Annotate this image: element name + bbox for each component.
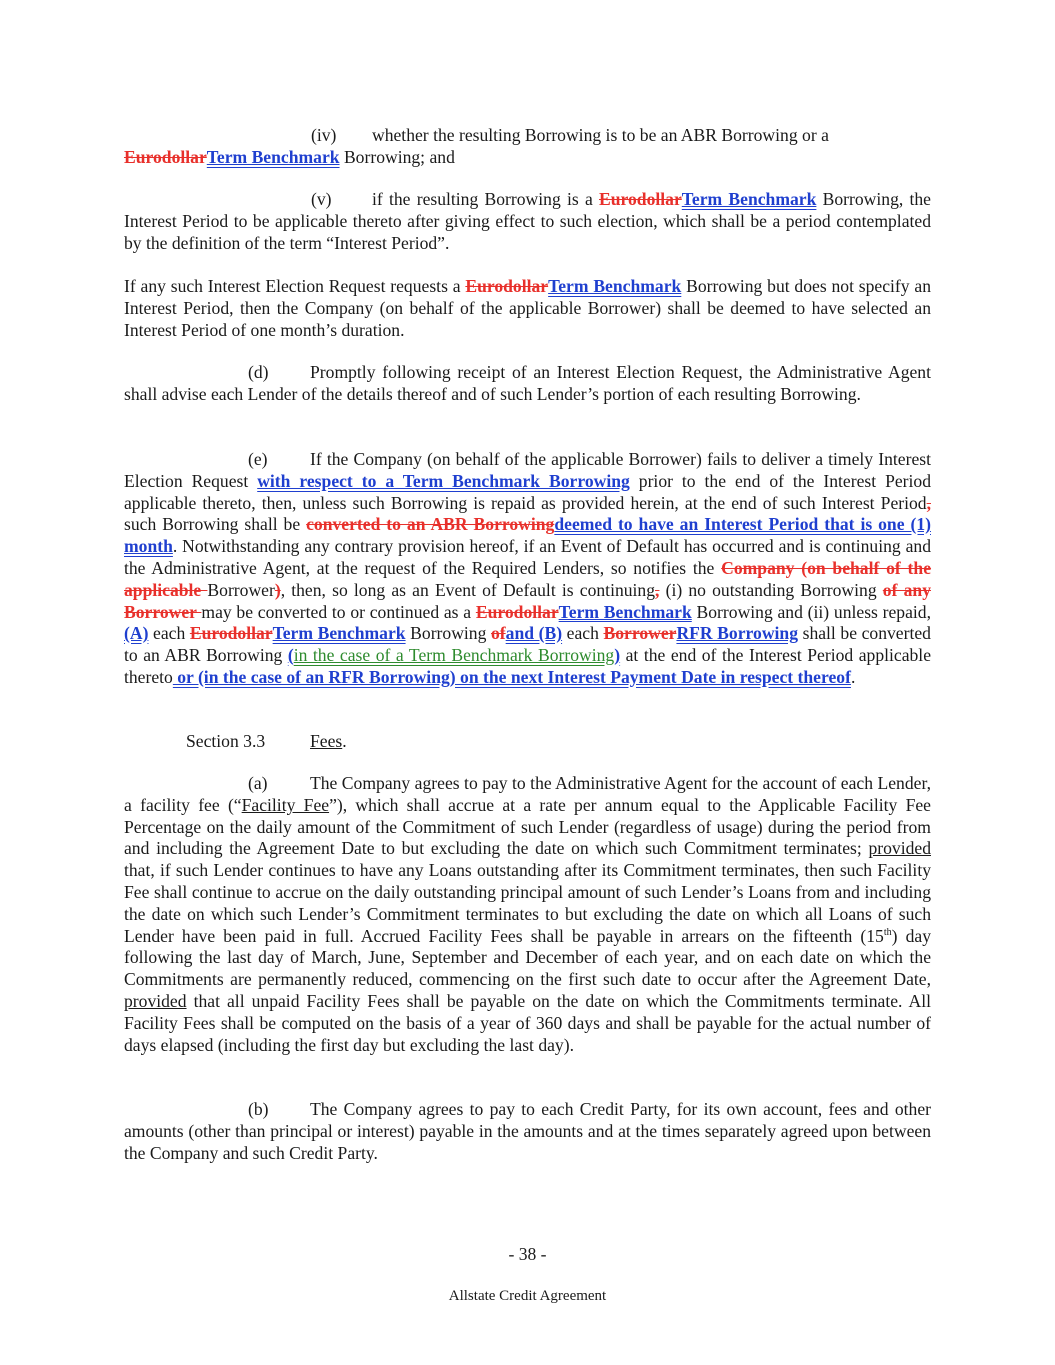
deleted-text: Eurodollar — [465, 276, 549, 296]
deleted-text: Eurodollar — [599, 189, 682, 209]
clause-a-number: (a) — [248, 773, 268, 793]
inserted-text: or (in the case of an RFR Borrowing) on the next Interest Payment Date in respect thereof — [172, 666, 851, 687]
deleted-text: Company (on behalf of the applicable — [124, 557, 932, 600]
inserted-text: Term Benchmark — [272, 623, 406, 644]
inserted-text: Term Benchmark — [681, 189, 817, 209]
ordinal-suffix: th — [883, 926, 892, 938]
section-heading: Section 3.3 Fees. — [186, 731, 347, 751]
clause-b-number: (b) — [248, 1099, 269, 1119]
section-number: Section 3.3 — [186, 731, 266, 751]
inserted-text: RFR Borrowing — [676, 623, 798, 644]
deleted-text: Borrower — [603, 623, 677, 644]
inserted-text: Term Benchmark — [548, 276, 682, 296]
inserted-text: (A) — [124, 623, 149, 644]
inserted-text: ( — [287, 645, 294, 666]
inserted-text: ) — [614, 645, 621, 666]
deleted-text: , — [655, 579, 660, 600]
section-title: Fees — [310, 731, 343, 751]
document-footer-title: Allstate Credit Agreement — [448, 1288, 607, 1304]
clause-v-number: (v) — [311, 189, 332, 209]
clause-iv: (iv) whether the resulting Borrowing is to be an ABR Borrowing or a EurodollarTerm Benchmark Borrowing; and — [124, 125, 829, 167]
clause-v: (v) if the resulting Borrowing is a EurodollarTerm Benchmark Borrowing, the Interest Period to be applicable thereto after giving effect to such election, which shall be a period contemplated by the definition of the term “Interest Period”. — [124, 189, 931, 253]
inserted-text: Term Benchmark — [206, 146, 340, 167]
paragraph-interest-period-default: If any such Interest Election Request requests a EurodollarTerm Benchmark Borrowing but does not specify an Interest Period, then the Company (on behalf of the applicable Borrower) shall be deemed to have selected an Interest Period of one month’s duration. — [124, 276, 931, 340]
inserted-text: Term Benchmark — [558, 601, 692, 622]
deleted-text: Eurodollar — [124, 146, 207, 167]
inserted-text: deemed to have an Interest Period that is one (1) month — [124, 514, 931, 557]
clause-a: (a) The Company agrees to pay to the Administrative Agent for the account of each Lender, a facility fee (“Facility Fee”), which shall accrue at a rate per annum equal to the Applicable Facility Fee Percentage on the daily amount of the Commitment of such Lender (regardless of usage) during the period from and including the Agreement Date to but excluding the date on which such Commitment terminates; provided that, if such Lender continues to have any Loans outstanding after its Commitment terminates, then such Facility Fee shall continue to accrue on the daily outstanding principal amount of such Lender’s Loans from and including the date on which such Lender’s Commitment terminates to but excluding the date on which all Loans of such Lender have been paid in full. Accrued Facility Fees shall be payable in arrears on the fifteenth (15th) day following the last day of March, June, September and December of each year, and on each date on which the Commitments are permanently reduced, commencing on the first such date to occur after the Agreement Date, provided that all unpaid Facility Fees shall be payable on the date on which the Commitments terminate. All Facility Fees shall be computed on the basis of a year of 360 days and shall be payable for the actual number of days elapsed (including the first day but excluding the last day). — [124, 773, 931, 1055]
deleted-text: converted to an ABR Borrowing — [306, 514, 555, 535]
deleted-text: Eurodollar — [189, 623, 273, 644]
deleted-text: , — [926, 492, 931, 513]
deleted-text: of any Borrower — [124, 579, 931, 622]
deleted-text: Eurodollar — [475, 601, 559, 622]
clause-d: (d) Promptly following receipt of an Interest Election Request, the Administrative Agent shall advise each Lender of the details thereof and of such Lender’s portion of each resulting Borrowing. — [124, 362, 931, 404]
clause-iv-number: (iv) — [311, 125, 337, 145]
deleted-text: of — [491, 623, 506, 644]
proviso-term: provided — [124, 990, 187, 1011]
deleted-text: ) — [274, 579, 281, 600]
clause-e: (e) If the Company (on behalf of the applicable Borrower) fails to deliver a timely Interest Election Request with respect to a Term Benchmark Borrowing prior to the end of the Interest Period applicable thereto, then, unless such Borrowing is repaid as provided herein, at the end of such Interest Period, such Borrowing shall be converted to an ABR Borrowingdeemed to have an Interest Period that is one (1) month. Notwithstanding any contrary provision hereof, if an Event of Default has occurred and is continuing and the Administrative Agent, at the request of the Required Lenders, so notifies the Company (on behalf of the applicable Borrower), then, so long as an Event of Default is continuing, (i) no outstanding Borrowing of any Borrower may be converted to or continued as a EurodollarTerm Benchmark Borrowing and (ii) unless repaid, (A) each EurodollarTerm Benchmark Borrowing ofand (B) each BorrowerRFR Borrowing shall be converted to an ABR Borrowing (in the case of a Term Benchmark Borrowing) at the end of the Interest Period applicable thereto or (in the case of an RFR Borrowing) on the next Interest Payment Date in respect thereof. — [124, 449, 932, 687]
moved-text: in the case of a Term Benchmark Borrowing — [293, 645, 615, 666]
inserted-text: with respect to a Term Benchmark Borrowing — [257, 470, 630, 491]
clause-d-number: (d) — [248, 362, 269, 382]
clause-b: (b) The Company agrees to pay to each Credit Party, for its own account, fees and other amounts (other than principal or interest) payable in the amounts and at the times separately agreed upon between the Company and such Credit Party. — [124, 1099, 931, 1163]
page-number: - 38 - — [508, 1244, 547, 1264]
defined-term: Facility Fee — [241, 794, 330, 815]
clause-e-number: (e) — [248, 449, 268, 469]
proviso-term: provided — [868, 838, 931, 859]
inserted-text: and (B) — [505, 623, 563, 644]
